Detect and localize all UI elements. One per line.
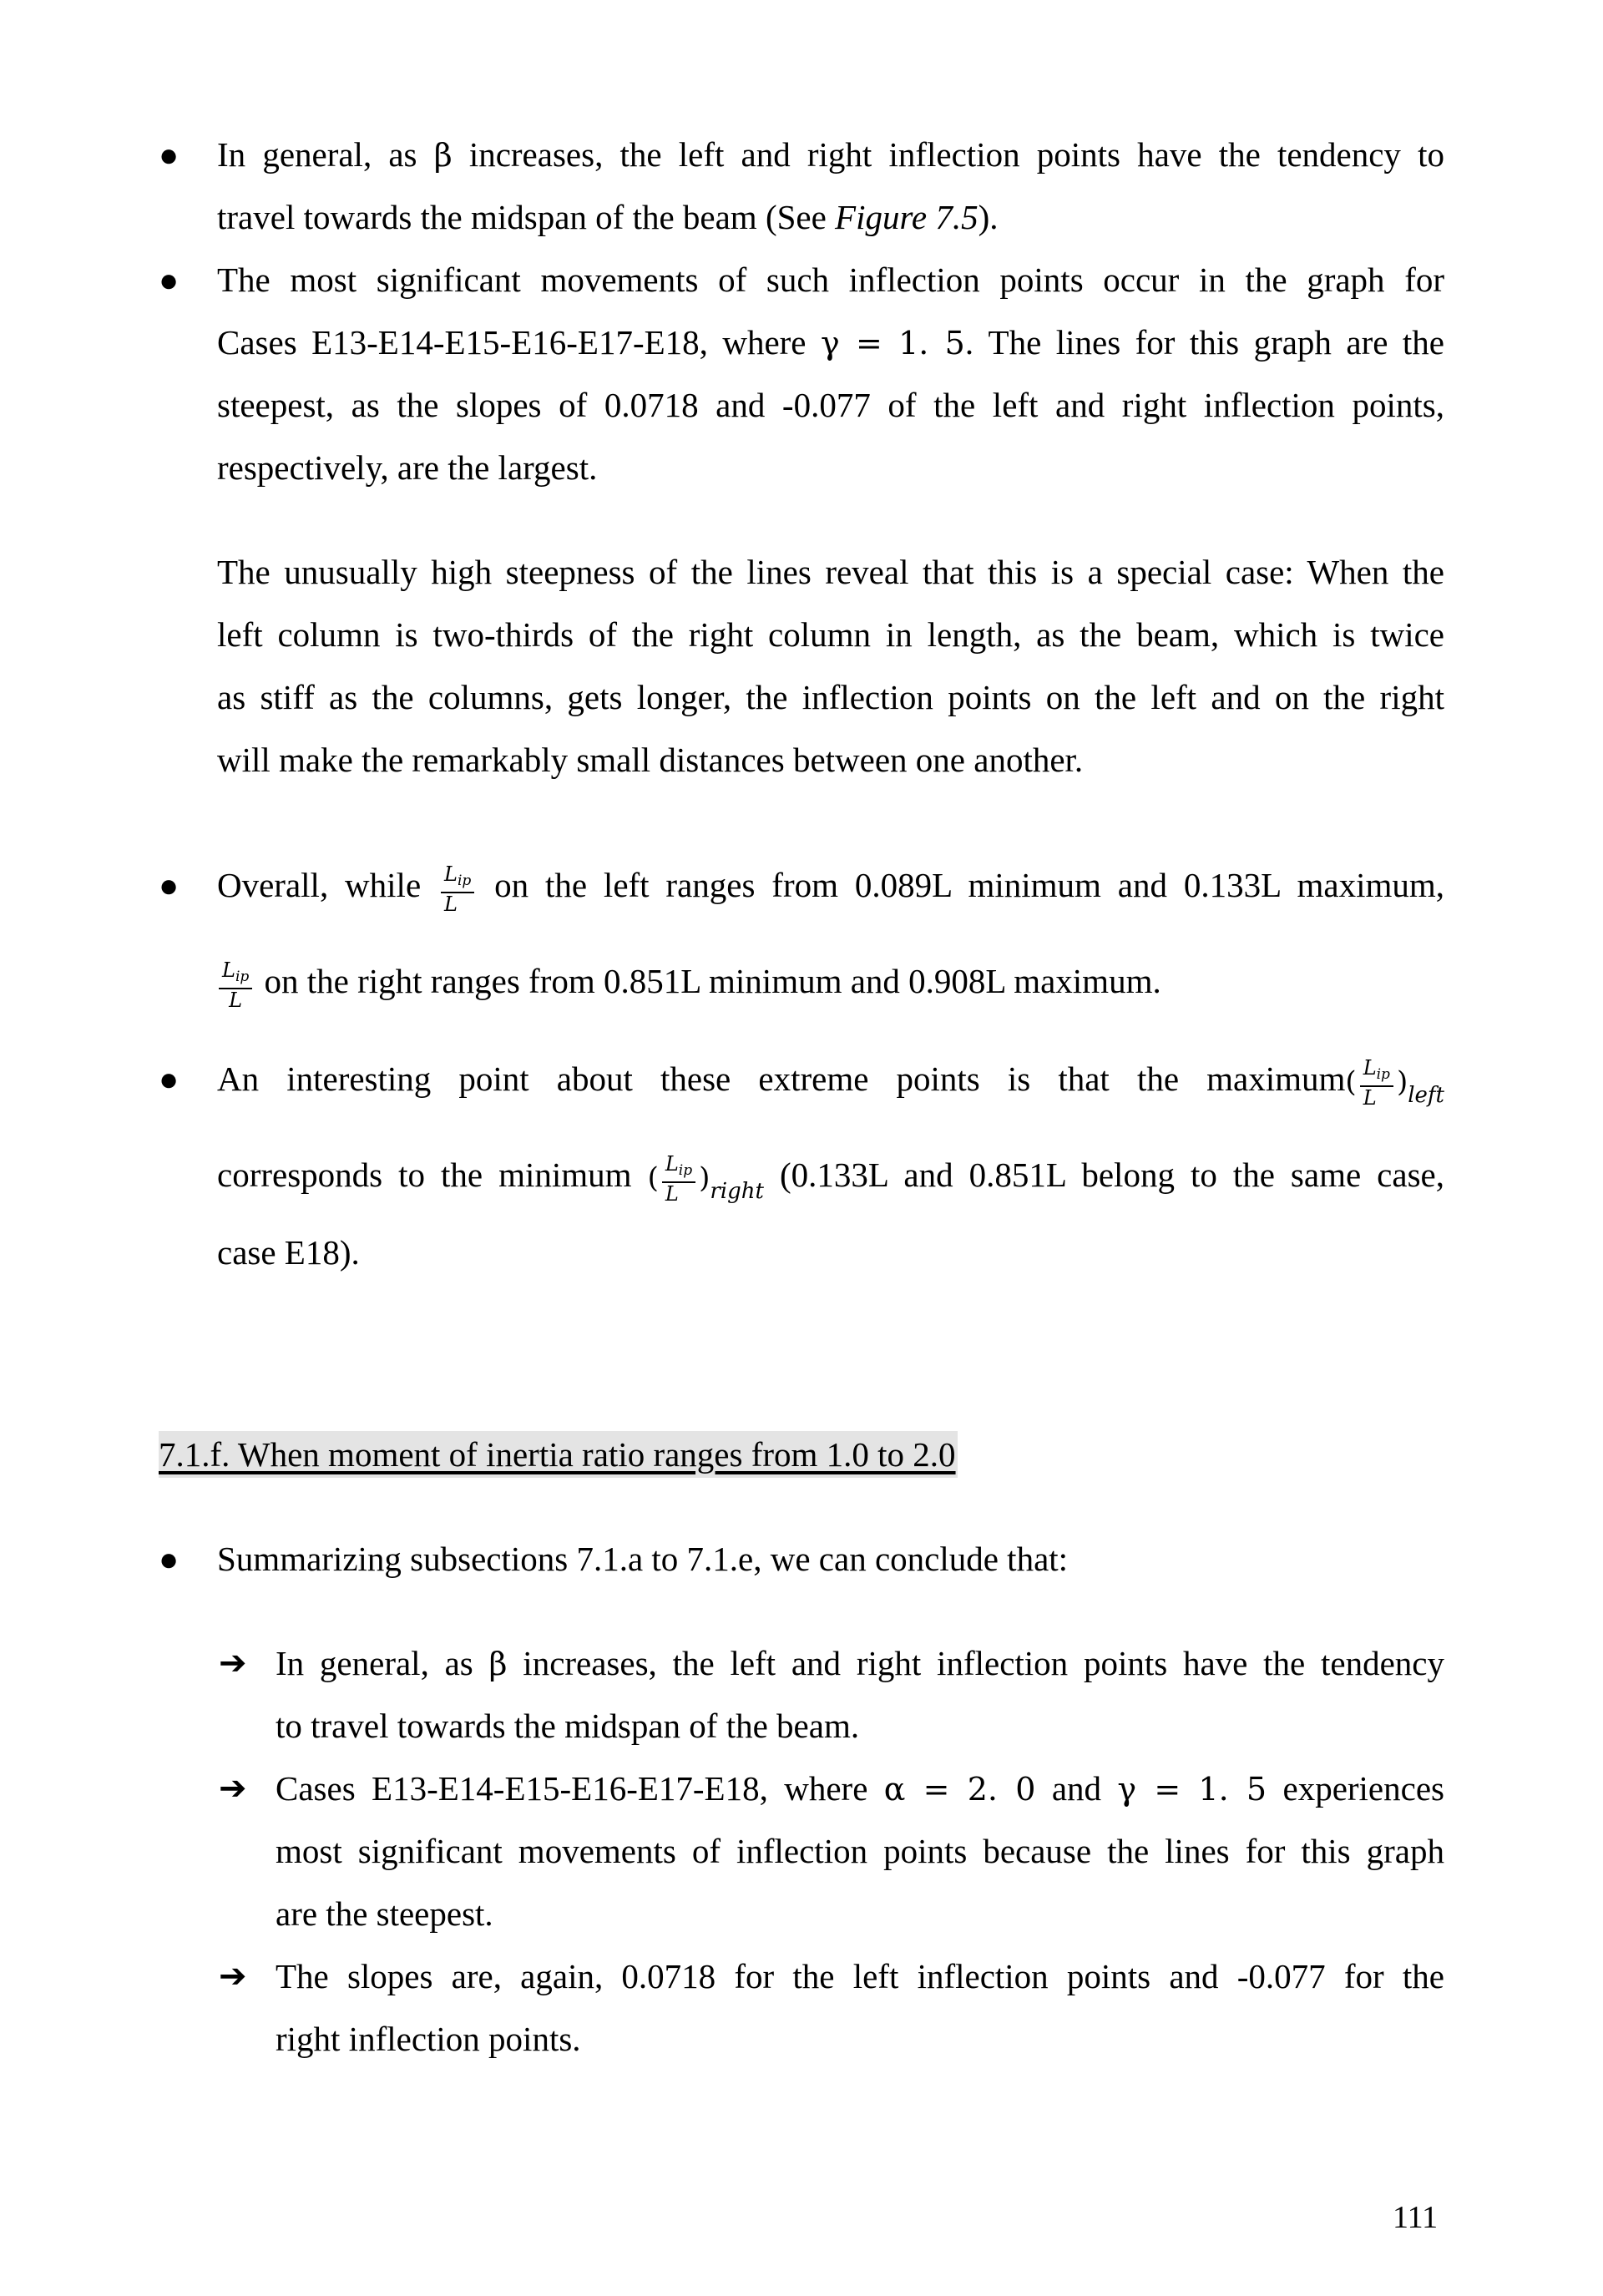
- alpha-equation: α = 2. 0: [883, 1771, 1036, 1808]
- bullet-dot: ●: [159, 261, 180, 299]
- text-line: steepest, as the slopes of 0.0718 and -0.077 of the left and right inflection points,: [217, 386, 1444, 424]
- fraction-lip-over-l: $\frac{L_{ip}}{L}$: [1360, 1057, 1393, 1109]
- figure-reference: Figure 7.5: [835, 198, 978, 236]
- text-line: left column is two-thirds of the right column in length, as the beam, which is twice: [217, 615, 1444, 654]
- text-line: Summarizing subsections 7.1.a to 7.1.e, we can conclude that:: [217, 1540, 1069, 1578]
- fraction-lip-over-l: $\frac{L_{ip}}{L}$: [441, 863, 474, 915]
- arrow-bullet-icon: ➔: [219, 1644, 247, 1682]
- bullet-dot: ●: [159, 136, 180, 174]
- text-line: In general, as β increases, the left and right inflection points have the tendency: [276, 1644, 1444, 1682]
- text-line: will make the remarkably small distances between one another.: [217, 741, 1084, 779]
- text-line: $\frac{L_{ip}}{L}$ on the right ranges from 0.851L minimum and 0.908L maximum.: [215, 950, 1161, 1013]
- text-line: are the steepest.: [276, 1894, 493, 1933]
- text-line: The most significant movements of such inflection points occur in the graph for: [217, 260, 1444, 299]
- text-line: travel towards the midspan of the beam (See Figure 7.5).: [217, 198, 999, 236]
- text-line: right inflection points.: [276, 2020, 581, 2058]
- bullet-dot: ●: [159, 867, 180, 904]
- arrow-bullet-icon: ➔: [219, 1769, 247, 1808]
- text-line: most significant movements of inflection points because the lines for this graph: [276, 1832, 1444, 1870]
- section-heading: 7.1.f. When moment of inertia ratio ranges from 1.0 to 2.0: [159, 1431, 958, 1478]
- text-line: Cases E13-E14-E15-E16-E17-E18, where α = 2. 0 and γ = 1. 5 experiences: [276, 1769, 1444, 1808]
- page-number: 111: [1393, 2200, 1439, 2235]
- text-line: corresponds to the minimum ( $\frac{L_{ip}}{L}$ )$_{right}$ (0.133L and 0.851L belong to the same case,: [217, 1151, 1444, 1206]
- fraction-lip-over-l: $\frac{L_{ip}}{L}$: [662, 1153, 695, 1205]
- arrow-bullet-icon: ➔: [219, 1957, 247, 1995]
- text-line: An interesting point about these extreme points is that the maximum( $\frac{L_{ip}}{L}$ )$_{left}$: [217, 1055, 1444, 1110]
- gamma-equation: γ = 1. 5: [820, 325, 965, 362]
- bullet-dot: ●: [159, 1060, 180, 1098]
- text-line: case E18).: [217, 1233, 360, 1272]
- text-line: The slopes are, again, 0.0718 for the left inflection points and -0.077 for the: [276, 1957, 1444, 1995]
- bullet-dot: ●: [159, 1540, 180, 1578]
- text-line: Overall, while $\frac{L_{ip}}{L}$ on the left ranges from 0.089L minimum and 0.133L maximum,: [217, 862, 1444, 916]
- fraction-lip-over-l: $\frac{L_{ip}}{L}$: [219, 959, 252, 1011]
- text-line: Cases E13-E14-E15-E16-E17-E18, where γ = 1. 5. The lines for this graph are the: [217, 323, 1444, 362]
- text-line: In general, as β increases, the left and right inflection points have the tendency to: [217, 135, 1444, 174]
- gamma-equation: γ = 1. 5: [1117, 1771, 1267, 1808]
- text-line: to travel towards the midspan of the beam.: [276, 1707, 860, 1745]
- text-line: The unusually high steepness of the lines reveal that this is a special case: When the: [217, 553, 1444, 591]
- text-line: respectively, are the largest.: [217, 448, 598, 487]
- text-line: as stiff as the columns, gets longer, the inflection points on the left and on the right: [217, 678, 1444, 716]
